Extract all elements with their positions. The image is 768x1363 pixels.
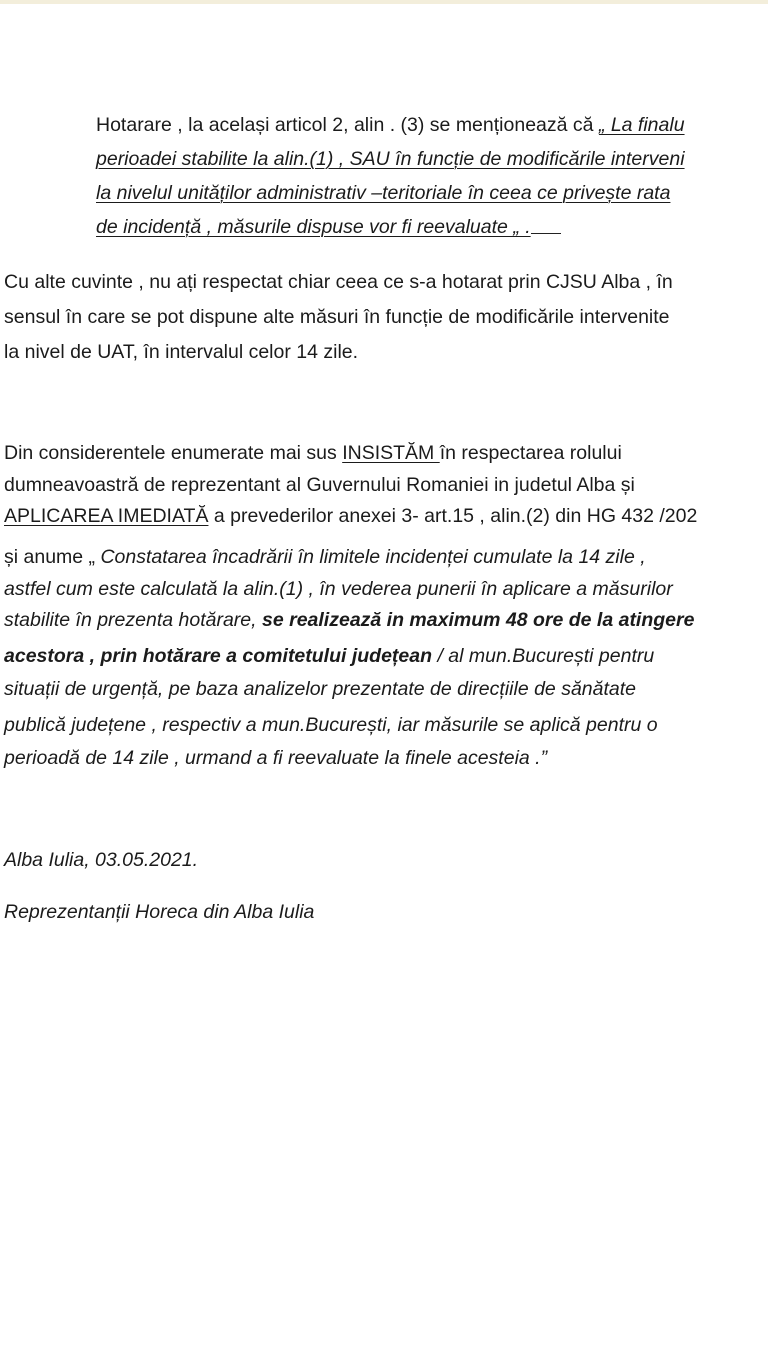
para3-line-7 [4,643,654,669]
aplicarea-imediata-emphasis: APLICAREA IMEDIATĂ [4,505,209,527]
quote-line-1-text: Hotarare , la același articol 2, alin . (3) se menționează că [96,114,599,136]
para3-line-3 [4,503,697,529]
quote-line-4-text: de incidență , măsurile dispuse vor fi reevaluate „ . [96,216,531,238]
signature: Reprezentanții Horeca din Alba Iulia [4,901,315,923]
quote-start: „ La finalu [598,114,685,136]
para3-line-4-prefix: și anume „ [4,546,101,568]
para3-line-8: situații de urgență, pe baza analizelor prezentate de direcțiile de sănătate [4,678,636,700]
para3-line-6-prefix: stabilite în prezenta hotărare, [4,609,262,631]
insistam-emphasis: INSISTĂM [342,442,440,464]
para3-line-1-prefix: Din considerentele enumerate mai sus [4,442,343,464]
para2-line-2: sensul în care se pot dispune alte măsuri în funcție de modificările intervenite [4,306,670,328]
para3-line-7-bold: acestora , prin hotărare a comitetului județean [4,645,433,667]
para2-line-1: Cu alte cuvinte , nu ați respectat chiar ceea ce s-a hotarat prin CJSU Alba , în [4,271,673,293]
quote-line-2: perioadei stabilite la alin.(1) , SAU în funcție de modificările interveni [96,148,685,170]
quote-line-1 [96,112,685,138]
para3-line-6 [4,607,694,633]
para3-line-3-suffix: a prevederilor anexei 3- art.15 , alin.(2) din HG 432 /202 [208,505,698,527]
para3-line-2: dumneavoastră de reprezentant al Guvernului Romaniei in judetul Alba și [4,474,635,496]
para3-line-4-quote: Constatarea încadrării în limitele incidenței cumulate la 14 zile , [100,546,646,568]
quote-line-3: la nivelul unităților administrativ –teritoriale în ceea ce privește rata [96,182,671,204]
para3-line-5: astfel cum este calculată la alin.(1) , în vederea punerii în aplicare a măsurilor [4,578,673,600]
para3-line-1-suffix: în respectarea rolului [439,442,622,464]
para3-line-9: publică județene , respectiv a mun.București, iar măsurile se aplică pentru o [4,714,658,736]
place-date: Alba Iulia, 03.05.2021. [4,849,199,871]
underline-tail [531,214,561,234]
para3-line-10: perioadă de 14 zile , urmand a fi reevaluate la finele acesteia .” [4,747,548,769]
quote-line-4 [96,214,561,240]
para3-line-4 [4,544,646,570]
para2-line-3: la nivel de UAT, în intervalul celor 14 zile. [4,341,359,363]
para3-line-7-suffix: / al mun.București pentru [432,645,655,667]
para3-line-1 [4,440,622,466]
para3-line-6-bold: se realizează in maximum 48 ore de la atingere [262,609,695,631]
